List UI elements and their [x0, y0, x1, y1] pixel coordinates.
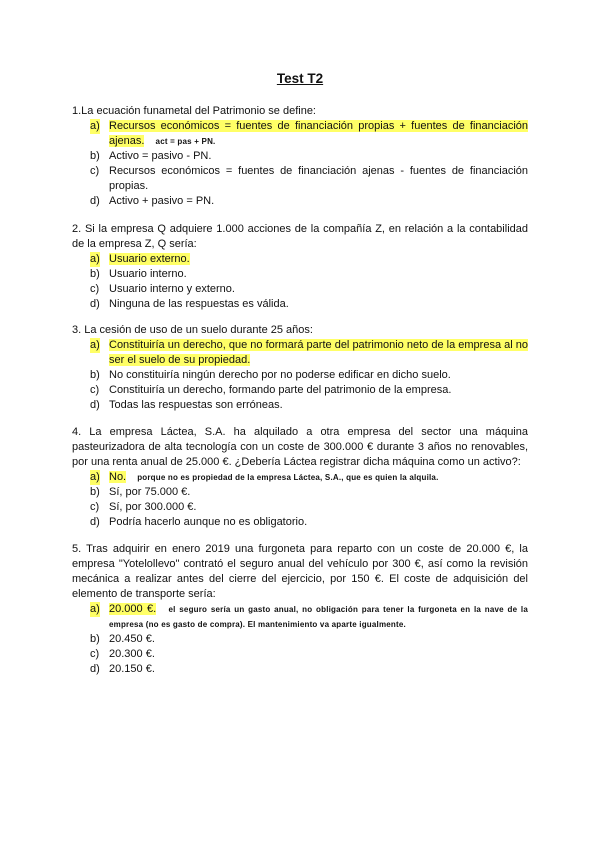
option-text: Activo = pasivo - PN. — [109, 150, 212, 162]
question-5 — [72, 542, 528, 677]
option-letter: c) — [90, 165, 100, 177]
option-text: Podría hacerlo aunque no es obligatorio. — [109, 516, 308, 528]
options-list — [72, 470, 528, 530]
option-a — [72, 252, 528, 267]
option-text-highlighted: Usuario externo. — [109, 253, 190, 265]
option-text: 20.150 €. — [109, 663, 155, 675]
document-title: Test T2 — [276, 71, 324, 86]
question-text: 4. La empresa Láctea, S.A. ha alquilado a otra empresa del sector una máquina pasteurizadora de alta tecnología con un coste de 300.000 € durante 3 años no renovables, por una renta anual de 25.000 €. ¿Debería Láctea registrar dicha máquina como un activo?: — [72, 426, 528, 468]
option-a — [72, 119, 528, 149]
option-text-highlighted: Recursos económicos = fuentes de financiación propias + fuentes de financiación ajenas. — [109, 120, 528, 147]
option-letter: a) — [90, 471, 100, 483]
option-text: Constituiría un derecho, formando parte del patrimonio de la empresa. — [109, 384, 452, 396]
option-b — [72, 368, 528, 383]
handwritten-note: act = pas + PN. — [155, 137, 216, 146]
question-4 — [72, 425, 528, 530]
option-d — [72, 515, 528, 530]
option-letter: b) — [90, 268, 100, 280]
option-text-highlighted: No. — [109, 471, 127, 483]
option-letter: b) — [90, 369, 100, 381]
options-list — [72, 338, 528, 413]
options-list — [72, 252, 528, 312]
option-text: Sí, por 300.000 €. — [109, 501, 197, 513]
option-a — [72, 470, 528, 485]
option-b — [72, 632, 528, 647]
option-letter: c) — [90, 384, 100, 396]
question-text: 2. Si la empresa Q adquiere 1.000 acciones de la compañía Z, en relación a la contabilidad de la empresa Z, Q sería: — [72, 223, 528, 250]
option-c — [72, 164, 528, 194]
option-letter: b) — [90, 486, 100, 498]
option-text: Usuario interno. — [109, 268, 187, 280]
option-d — [72, 297, 528, 312]
question-3 — [72, 323, 528, 413]
option-text: Usuario interno y externo. — [109, 283, 235, 295]
options-list — [72, 119, 528, 209]
option-letter: c) — [90, 501, 100, 513]
option-text: 20.300 €. — [109, 648, 155, 660]
option-letter: c) — [90, 283, 100, 295]
option-d — [72, 662, 528, 677]
option-letter: a) — [90, 120, 100, 132]
option-b — [72, 149, 528, 164]
option-text: Activo + pasivo = PN. — [109, 195, 215, 207]
option-letter: c) — [90, 648, 100, 660]
option-b — [72, 485, 528, 500]
option-letter: a) — [90, 339, 100, 351]
option-letter: a) — [90, 603, 100, 615]
option-letter: d) — [90, 399, 100, 411]
handwritten-note: porque no es propiedad de la empresa Láctea, S.A., que es quien la alquila. — [137, 473, 439, 482]
option-letter: a) — [90, 253, 100, 265]
option-c — [72, 500, 528, 515]
option-letter: d) — [90, 195, 100, 207]
question-1 — [72, 104, 528, 209]
option-a — [72, 602, 528, 632]
options-list — [72, 602, 528, 677]
option-text: No constituiría ningún derecho por no poderse edificar en dicho suelo. — [109, 369, 451, 381]
handwritten-note: el seguro sería un gasto anual, no obligación para tener la furgoneta en la nave de la empresa (no es gasto de compra). El mantenimiento va aparte igualmente. — [109, 605, 529, 629]
option-letter: d) — [90, 298, 100, 310]
question-text: 5. Tras adquirir en enero 2019 una furgoneta para reparto con un coste de 20.000 €, la empresa "Yotelollevo" contrató el seguro anual del vehículo por 300 €, así como la revisión mecánica a realizar antes del cierre del ejercicio, por 150 €. El coste de adquisición del elemento de transporte sería: — [72, 543, 528, 600]
option-text: Sí, por 75.000 €. — [109, 486, 191, 498]
option-letter: b) — [90, 150, 100, 162]
question-text: 1.La ecuación funametal del Patrimonio se define: — [72, 105, 316, 117]
option-text-highlighted: 20.000 €. — [109, 603, 157, 615]
question-2 — [72, 222, 528, 312]
option-c — [72, 282, 528, 297]
option-text: Todas las respuestas son erróneas. — [109, 399, 283, 411]
option-d — [72, 398, 528, 413]
option-letter: d) — [90, 516, 100, 528]
option-letter: b) — [90, 633, 100, 645]
option-text: Recursos económicos = fuentes de financiación ajenas - fuentes de financiación propias. — [109, 165, 528, 192]
option-letter: d) — [90, 663, 100, 675]
option-b — [72, 267, 528, 282]
option-text-highlighted: Constituiría un derecho, que no formará parte del patrimonio neto de la empresa al no ser el suelo de su propiedad. — [109, 339, 528, 366]
question-text: 3. La cesión de uso de un suelo durante 25 años: — [72, 324, 313, 336]
option-a — [72, 338, 528, 368]
option-d — [72, 194, 528, 209]
option-text: 20.450 €. — [109, 633, 155, 645]
option-c — [72, 383, 528, 398]
option-text: Ninguna de las respuestas es válida. — [109, 298, 289, 310]
option-c — [72, 647, 528, 662]
